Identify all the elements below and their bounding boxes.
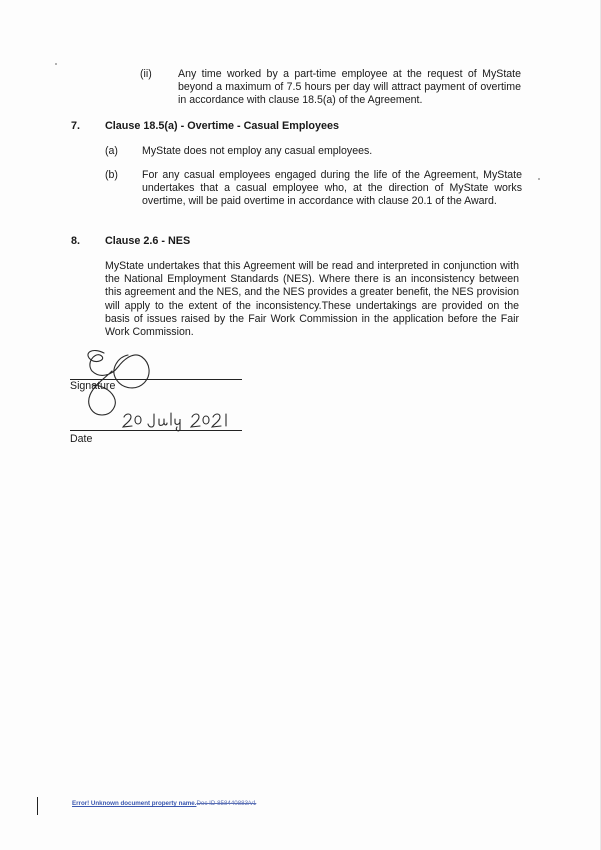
item-b-text: For any casual employees engaged during the life of the Agreement, MyState undertakes that a casual employee who, at the direction of MyState works overtime, will be paid overtime in accordance with clause 20.1 of the Award. (142, 169, 522, 208)
footer-error-text: Error! Unknown document property name. (72, 800, 197, 807)
footer-doc-id: Doc ID 858440883/v1 (196, 800, 257, 807)
signature-line (70, 379, 242, 380)
section-7-title: Clause 18.5(a) - Overtime - Casual Employees (105, 120, 340, 132)
item-a-text: MyState does not employ any casual employees. (142, 145, 373, 157)
section-8-title: Clause 2.6 - NES (105, 235, 191, 247)
footer-doc-reference (72, 800, 256, 808)
handwritten-date (120, 408, 230, 432)
date-line (70, 430, 242, 431)
section-8-number: 8. (71, 235, 81, 247)
item-label-ii: (ii) (140, 68, 152, 80)
item-ii-text: Any time worked by a part-time employee at the request of MyState beyond a maximum of 7.5 hours per day will attract payment of overtime in accordance with clause 18.5(a) of the Agreement. (178, 68, 521, 107)
date-label: Date (70, 433, 93, 445)
footer-margin-bar (37, 797, 38, 815)
scan-speck (55, 63, 57, 65)
signature-label: Signature (70, 380, 116, 392)
section-7-number: 7. (71, 120, 81, 132)
section-8-body: MyState undertakes that this Agreement will be read and interpreted in conjunction with the National Employment Standards (NES). Where there is an inconsistency between this agreement and the NES, and the NES provides a greater benefit, the NES provision will apply to the extent of the inconsistency.These undertakings are provided on the basis of issues raised by the Fair Work Commission in the application before the Fair Work Commission. (105, 260, 519, 339)
item-label-a: (a) (105, 145, 118, 157)
item-label-b: (b) (105, 169, 118, 181)
scan-speck (538, 178, 540, 180)
